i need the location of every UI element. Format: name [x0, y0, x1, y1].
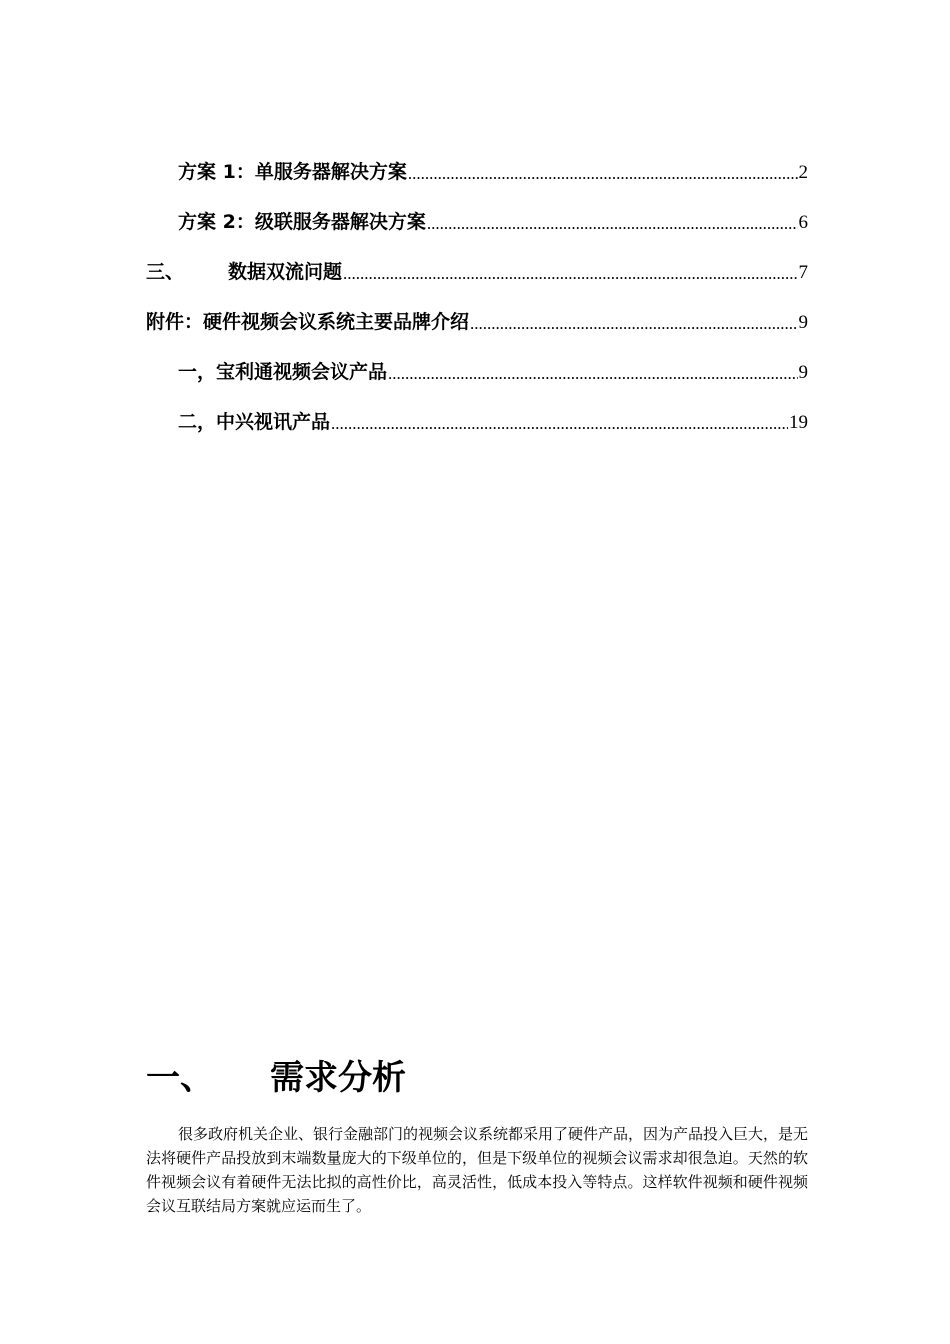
toc-page-number: 7: [798, 262, 808, 283]
toc-page-number: 9: [798, 312, 808, 333]
toc-page-number: 2: [798, 162, 808, 183]
toc-entry-label: 方案 2：级联服务器解决方案: [178, 211, 426, 233]
toc-dot-leader: [470, 315, 797, 332]
toc-dot-leader: [388, 365, 797, 382]
toc-entry-label: 方案 1：单服务器解决方案: [178, 161, 407, 183]
toc-entry-scheme-1[interactable]: [146, 132, 808, 182]
toc-entry-label: 附件：硬件视频会议系统主要品牌介绍: [146, 311, 470, 333]
toc-entry-polycom[interactable]: [146, 332, 808, 382]
toc-entry-label: 一，宝利通视频会议产品: [178, 361, 388, 383]
toc-entry-number: 三、: [146, 261, 185, 283]
table-of-contents: [146, 132, 808, 432]
toc-page-number: 6: [798, 212, 808, 233]
toc-dot-leader: [427, 215, 798, 232]
toc-entry-zte[interactable]: [146, 382, 808, 432]
toc-dot-leader: [331, 415, 788, 432]
toc-entry-label: 二，中兴视讯产品: [178, 411, 331, 433]
section-number: 一、: [146, 1058, 214, 1098]
section-paragraph: 很多政府机关企业、银行金融部门的视频会议系统都采用了硬件产品，因为产品投入巨大，是无法将硬件产品投放到末端数量庞大的下级单位的，但是下级单位的视频会议需求却很急迫。天然的软件视频会议有着硬件无法比拟的高性价比，高灵活性，低成本投入等特点。这样软件视频和硬件视频会议互联结局方案就应运而生了。: [146, 1125, 809, 1215]
toc-entry-appendix[interactable]: [146, 282, 808, 332]
toc-entry-data-dual-stream[interactable]: [146, 232, 808, 282]
toc-dot-leader: [343, 265, 797, 282]
section-heading: [146, 1050, 406, 1099]
section-title: 需求分析: [270, 1058, 406, 1098]
toc-page-number: 9: [798, 362, 808, 383]
toc-entry-label: 数据双流问题: [228, 261, 343, 283]
toc-entry-scheme-2[interactable]: [146, 182, 808, 232]
toc-page-number: 19: [789, 412, 808, 433]
toc-dot-leader: [408, 165, 798, 182]
